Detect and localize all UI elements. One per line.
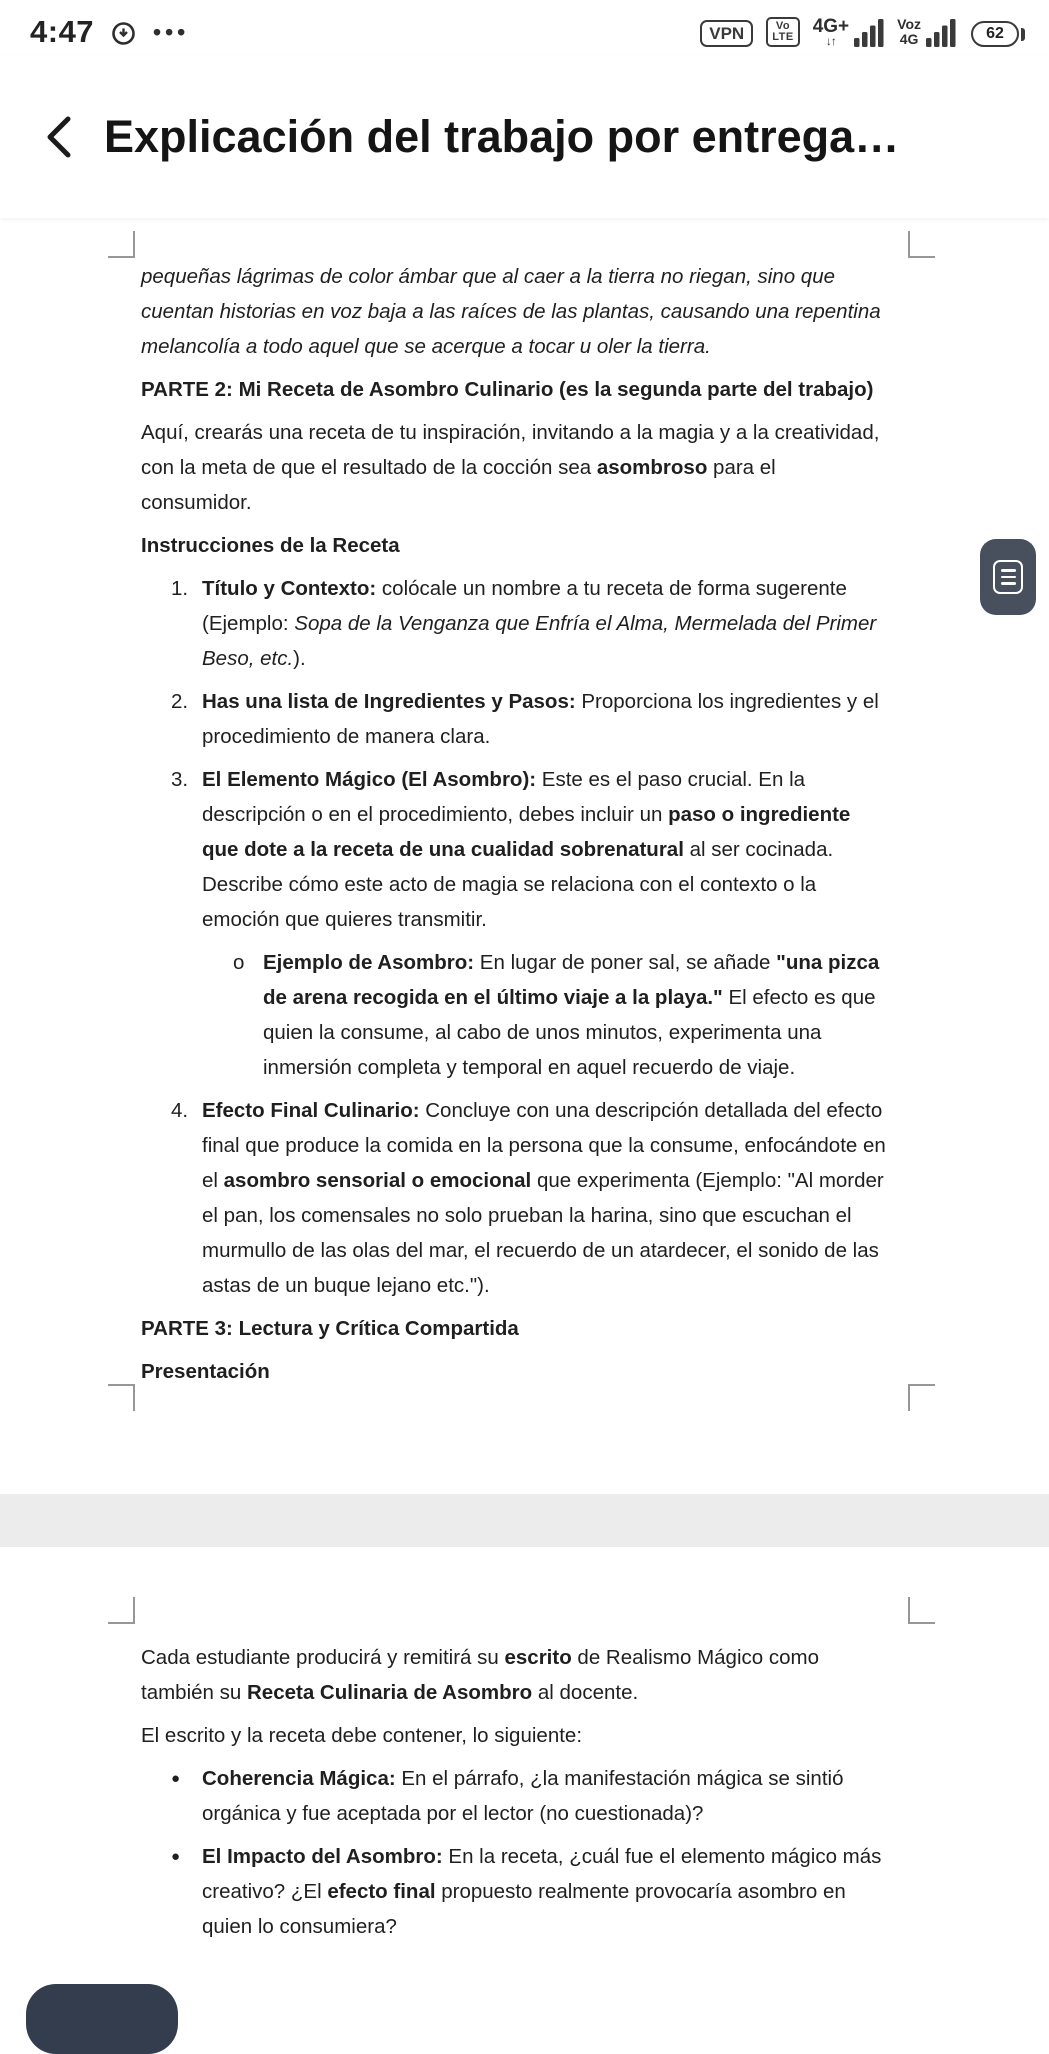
page-gap <box>0 1494 1049 1547</box>
item-text: Has una lista de Ingredientes y Pasos: Proporciona los ingredientes y el procedimiento de manera clara. <box>202 690 879 748</box>
notification-overflow-icon: ••• <box>153 18 190 45</box>
back-button[interactable] <box>38 107 78 167</box>
crop-mark <box>908 1384 935 1411</box>
item-text: Efecto Final Culinario: Concluye con una descripción detallada del efecto final que produce la comida en la persona que la consume, enfocándote en el asombro sensorial o emocional que experimenta (Ejemplo: "Al morder el pan, los comensales no solo prueban la harina, sino que escuchan el murmullo de las olas del mar, el recuerdo de un atardecer, el sonido de las astas de un buque lejano etc."). <box>202 1099 886 1297</box>
item-number: 2. <box>171 690 189 713</box>
page-2-content <box>141 1640 888 1952</box>
item-number: 4. <box>171 1099 189 1122</box>
numbered-item-3 <box>141 762 888 937</box>
network-indicator-voz-4g <box>897 17 956 47</box>
item-number: 3. <box>171 768 189 791</box>
heading-parte-3: PARTE 3: Lectura y Crítica Compartida <box>141 1317 519 1340</box>
heading-parte-2: PARTE 2: Mi Receta de Asombro Culinario (es la segunda parte del trabajo) <box>141 378 874 401</box>
outline-menu-button[interactable] <box>980 539 1036 615</box>
outline-list-icon <box>993 560 1023 594</box>
item-number: 1. <box>171 577 189 600</box>
item-text: El Impacto del Asombro: En la receta, ¿cuál fue el elemento mágico más creativo? ¿El efecto final propuesto realmente provocaría asombro en quien lo consumiera? <box>202 1845 882 1938</box>
paragraph-intro: Aquí, crearás una receta de tu inspiración, invitando a la magia y a la creatividad, con la meta de que el resultado de la cocción sea asombroso para el consumidor. <box>141 421 880 514</box>
data-activity-arrows-icon: ↓↑ <box>825 34 836 48</box>
bullet-item-1 <box>141 1761 888 1831</box>
chevron-left-icon <box>43 114 73 160</box>
signal-bars-icon <box>926 19 956 47</box>
volte-icon <box>766 17 799 47</box>
page-title: Explicación del trabajo por entrega… <box>104 111 900 162</box>
data-saver-icon <box>110 18 137 47</box>
item-text: El Elemento Mágico (El Asombro): Este es el paso crucial. En la descripción o en el procedimiento, debes incluir un paso o ingrediente que dote a la receta de una cualidad sobrenatural al ser cocinada. Describe cómo este acto de magia se relaciona con el contexto o la emoción que quieres transmitir. <box>202 768 851 931</box>
vpn-badge: VPN <box>700 20 753 47</box>
item-text: Ejemplo de Asombro: En lugar de poner sal, se añade "una pizca de arena recogida en el último viaje a la playa." El efecto es que quien la consume, al cabo de unos minutos, experimenta una inmersión completa y temporal en aquel recuerdo de viaje. <box>263 951 880 1079</box>
crop-mark <box>108 1597 135 1624</box>
paragraph-contenido: El escrito y la receta debe contener, lo siguiente: <box>141 1724 583 1747</box>
clock: 4:47 <box>30 14 95 49</box>
paragraph-continuation: pequeñas lágrimas de color ámbar que al caer a la tierra no riegan, sino que cuentan historias en voz baja a las raíces de las plantas, causando una repentina melancolía a todo aquel que se acerque a tocar u oler la tierra. <box>141 265 881 358</box>
item-text: Título y Contexto: colócale un nombre a tu receta de forma sugerente (Ejemplo: Sopa de la Venganza que Enfría el Alma, Mermelada del Primer Beso, etc.). <box>202 577 877 670</box>
numbered-item-1 <box>141 571 888 676</box>
crop-mark <box>108 1384 135 1411</box>
floating-toolbar-partial[interactable] <box>26 1984 178 2054</box>
page-1-content <box>141 259 888 1397</box>
bullet-icon: ● <box>171 1770 181 1787</box>
voz-label: Voz <box>897 16 921 32</box>
bullet-icon: ● <box>171 1848 181 1865</box>
paragraph-entrega: Cada estudiante producirá y remitirá su escrito de Realismo Mágico como también su Receta Culinaria de Asombro al docente. <box>141 1646 819 1704</box>
battery-level: 62 <box>971 21 1019 47</box>
crop-mark <box>108 231 135 258</box>
signal-bars-icon <box>854 19 884 47</box>
numbered-item-4 <box>141 1093 888 1303</box>
sub-bullet-marker: o <box>233 951 245 974</box>
network-type-label: 4G+ <box>812 16 850 37</box>
crop-mark <box>908 1597 935 1624</box>
battery-terminal <box>1021 28 1025 41</box>
document-viewer[interactable] <box>0 218 1049 2013</box>
heading-presentacion: Presentación <box>141 1360 270 1383</box>
bullet-item-2 <box>141 1839 888 1944</box>
crop-mark <box>908 231 935 258</box>
network-indicator-4g-plus <box>813 17 884 47</box>
battery-indicator <box>971 21 1025 47</box>
item-text: Coherencia Mágica: En el párrafo, ¿la manifestación mágica se sintió orgánica y fue aceptada por el lector (no cuestionada)? <box>202 1767 844 1825</box>
heading-instrucciones: Instrucciones de la Receta <box>141 534 400 557</box>
app-header <box>0 56 1049 218</box>
volte-icon-top: Vo <box>775 20 791 32</box>
sub-bullet-ejemplo <box>141 945 888 1085</box>
status-bar <box>0 0 1049 56</box>
voz-network-type-label: 4G <box>899 31 919 47</box>
volte-icon-bottom: LTE <box>772 31 794 43</box>
numbered-item-2 <box>141 684 888 754</box>
